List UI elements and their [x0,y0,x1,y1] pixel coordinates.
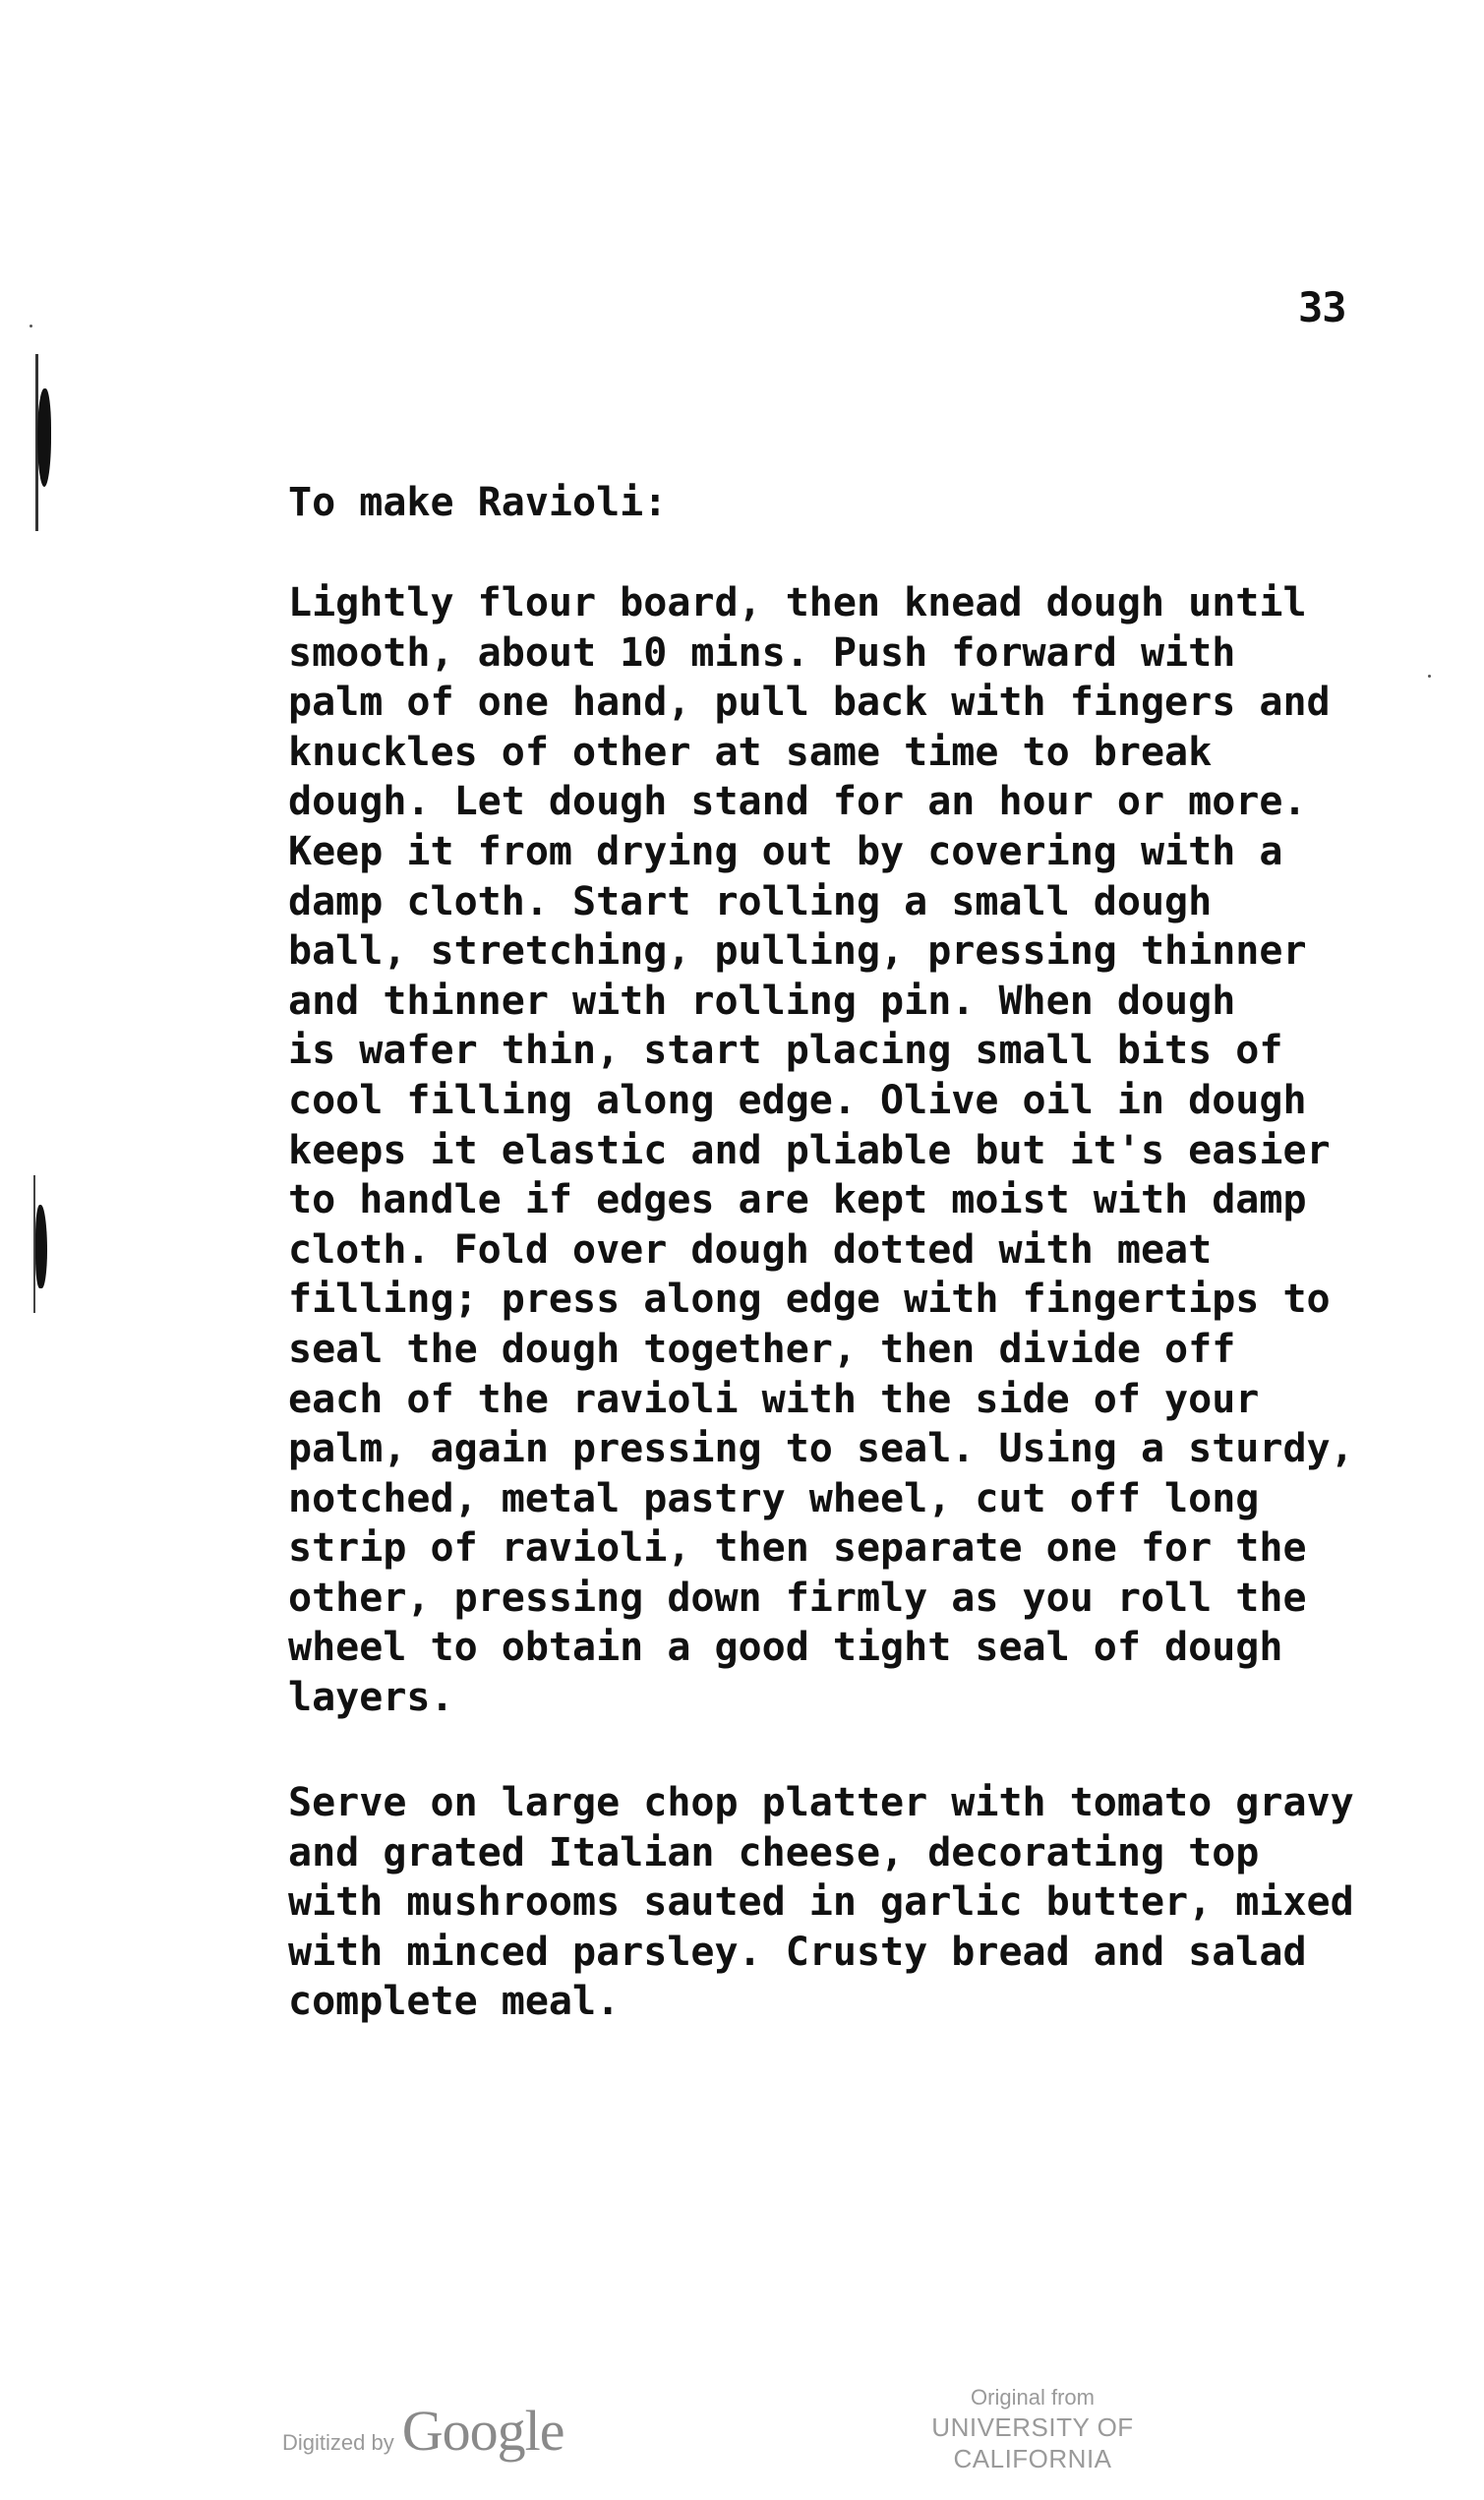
text-line: with minced parsley. Crusty bread and salad [288,1929,1307,1975]
text-line: knuckles of other at same time to break [288,729,1213,775]
instructions-paragraph [288,578,1354,1723]
text-line: other, pressing down firmly as you roll the [288,1575,1307,1621]
google-logo: Google [401,2399,564,2463]
text-line: layers. [288,1675,454,1721]
text-line: complete meal. [288,1979,621,2025]
digitized-by-watermark [282,2398,564,2464]
text-line: cloth. Fold over dough dotted with meat [288,1226,1213,1273]
text-line: Serve on large chop platter with tomato gravy [288,1780,1354,1825]
page-number: 33 [1298,283,1346,331]
text-line: palm, again pressing to seal. Using a sturdy, [288,1426,1354,1472]
text-line: Keep it from drying out by covering with a [288,828,1283,874]
scan-speck [1428,675,1431,678]
binding-ink-blot [37,388,51,487]
original-from-label: Original from [971,2385,1095,2410]
text-line: filling; press along edge with fingertips to [288,1277,1331,1323]
source-watermark [856,2384,1210,2474]
text-line: and grated Italian cheese, decorating top [288,1829,1260,1875]
text-line: damp cloth. Start rolling a small dough [288,878,1213,924]
text-line: Lightly flour board, then knead dough until [288,580,1307,625]
text-line: strip of ravioli, then separate one for the [288,1525,1307,1572]
text-line: with mushrooms sauted in garlic butter, mixed [288,1879,1354,1926]
serving-paragraph [288,1778,1354,2027]
binding-ink-blot [35,1205,47,1288]
digitized-label: Digitized by [282,2430,394,2455]
text-line: ball, stretching, pulling, pressing thinner [288,928,1307,975]
text-line: cool filling along edge. Olive oil in dough [288,1077,1307,1123]
text-line: smooth, about 10 mins. Push forward with [288,629,1236,676]
text-line: keeps it elastic and pliable but it's easier [288,1127,1331,1173]
text-line: palm of one hand, pull back with fingers and [288,680,1331,726]
text-line: each of the ravioli with the side of your [288,1376,1260,1422]
text-line: notched, metal pastry wheel, cut off long [288,1475,1260,1521]
text-line: and thinner with rolling pin. When dough [288,978,1236,1024]
text-line: to handle if edges are kept moist with damp [288,1177,1307,1223]
text-line: is wafer thin, start placing small bits of [288,1028,1283,1074]
scan-speck [30,325,32,327]
text-line: dough. Let dough stand for an hour or more. [288,779,1307,825]
institution-name: UNIVERSITY OF CALIFORNIA [931,2412,1134,2473]
text-line: seal the dough together, then divide off [288,1326,1236,1372]
text-line: wheel to obtain a good tight seal of dough [288,1625,1283,1671]
recipe-heading: To make Ravioli: [288,480,668,525]
